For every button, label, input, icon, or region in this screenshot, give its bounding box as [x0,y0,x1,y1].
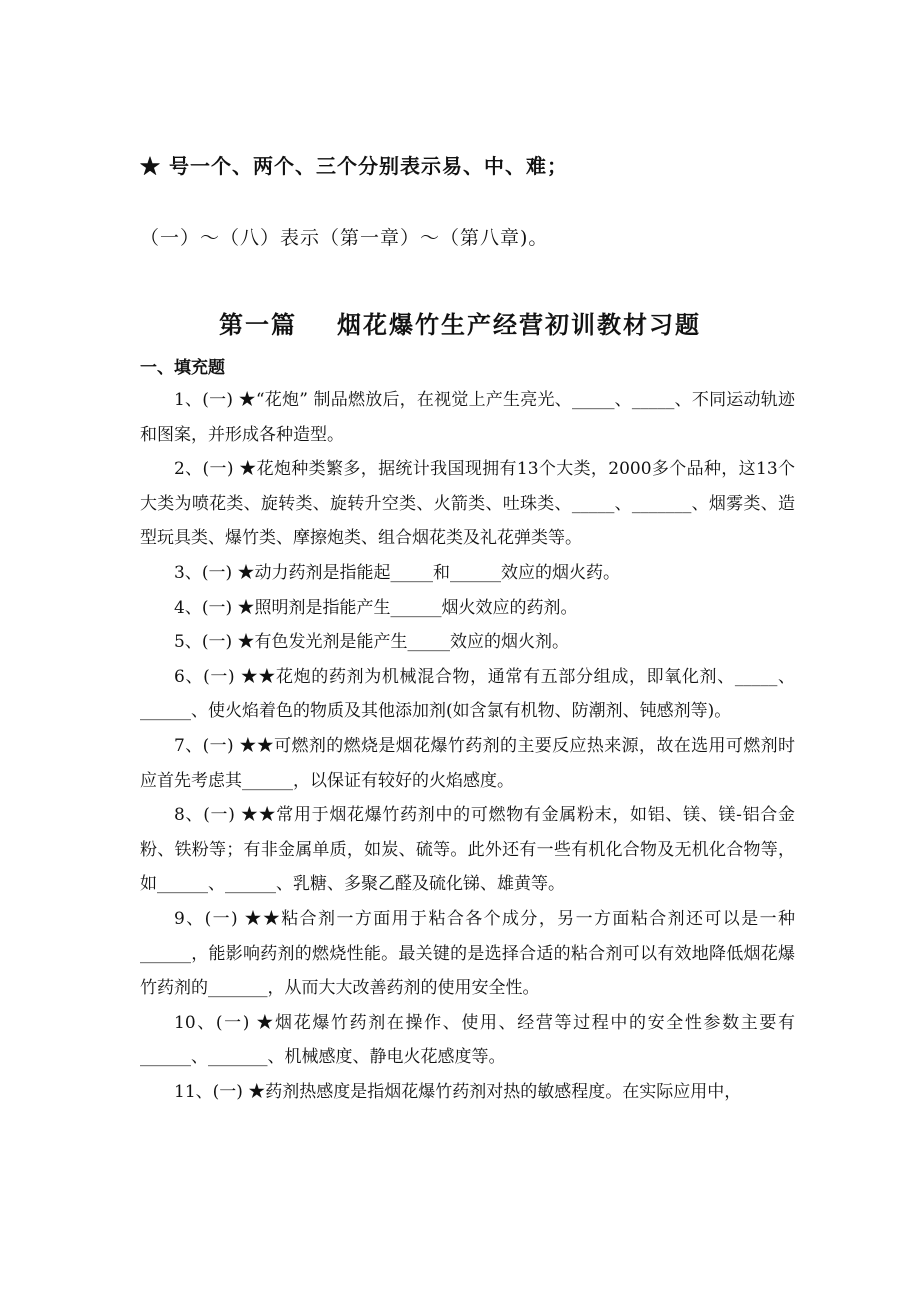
section-heading: 一、填充题 [140,358,225,378]
question-item: 9、(一) ★★粘合剂一方面用于粘合各个成分，另一方面粘合剂还可以是一种______，能影响药剂的燃烧性能。最关键的是选择合适的粘合剂可以有效地降低烟花爆竹药剂的_______，从而大大改善药剂的使用安全性。 [140,908,795,999]
question-item: 1、(一) ★“花炮” 制品燃放后，在视觉上产生亮光、_____、_____、不同运动轨迹和图案，并形成各种造型。 [140,390,795,445]
question-item: 4、(一) ★照明剂是指能产生______烟火效应的药剂。 [174,597,578,618]
question-item: 2、(一) ★花炮种类繁多，据统计我国现拥有13个大类，2000多个品种，这13个大类为喷花类、旋转类、旋转升空类、火箭类、吐珠类、_____、_______、烟雾类、造型玩具类、爆竹类、摩擦炮类、组合烟花类及礼花弹类等。 [140,459,795,549]
question-item: 8、(一) ★★常用于烟花爆竹药剂中的可燃物有金属粉末，如铝、镁、镁-铝合金粉、铁粉等；有非金属单质，如炭、硫等。此外还有一些有机化合物及无机化合物等，如______、______、乳糖、多聚乙醛及硫化锑、雄黄等。 [140,805,795,895]
question-list [140,383,795,1109]
question-item: 5、(一) ★有色发光剂是能产生_____效应的烟火剂。 [174,632,569,653]
part-name: 烟花爆竹生产经营初训教材习题 [337,310,701,339]
part-number: 第一篇 [219,310,297,339]
part-title [0,305,920,340]
question-item: 6、(一) ★★花炮的药剂为机械混合物，通常有五部分组成，即氧化剂、_____、______、使火焰着色的物质及其他添加剂(如含氯有机物、防潮剂、钝感剂等)。 [140,666,795,722]
question-item: 3、(一) ★动力药剂是指能起_____和______效应的烟火药。 [174,562,620,583]
question-item: 10、(一) ★烟花爆竹药剂在操作、使用、经营等过程中的安全性参数主要有______、_______、机械感度、静电火花感度等。 [140,1012,795,1068]
question-item: 11、(一) ★药剂热感度是指烟花爆竹药剂对热的敏感程度。在实际应用中， [174,1081,742,1102]
question-item: 7、(一) ★★可燃剂的燃烧是烟花爆竹药剂的主要反应热来源，故在选用可燃剂时应首先考虑其______，以保证有较好的火焰感度。 [140,735,795,791]
difficulty-legend: ★ 号一个、两个、三个分别表示易、中、难； [140,154,568,178]
chapter-legend: （一）～（八）表示（第一章）～（第八章)。 [140,227,549,249]
